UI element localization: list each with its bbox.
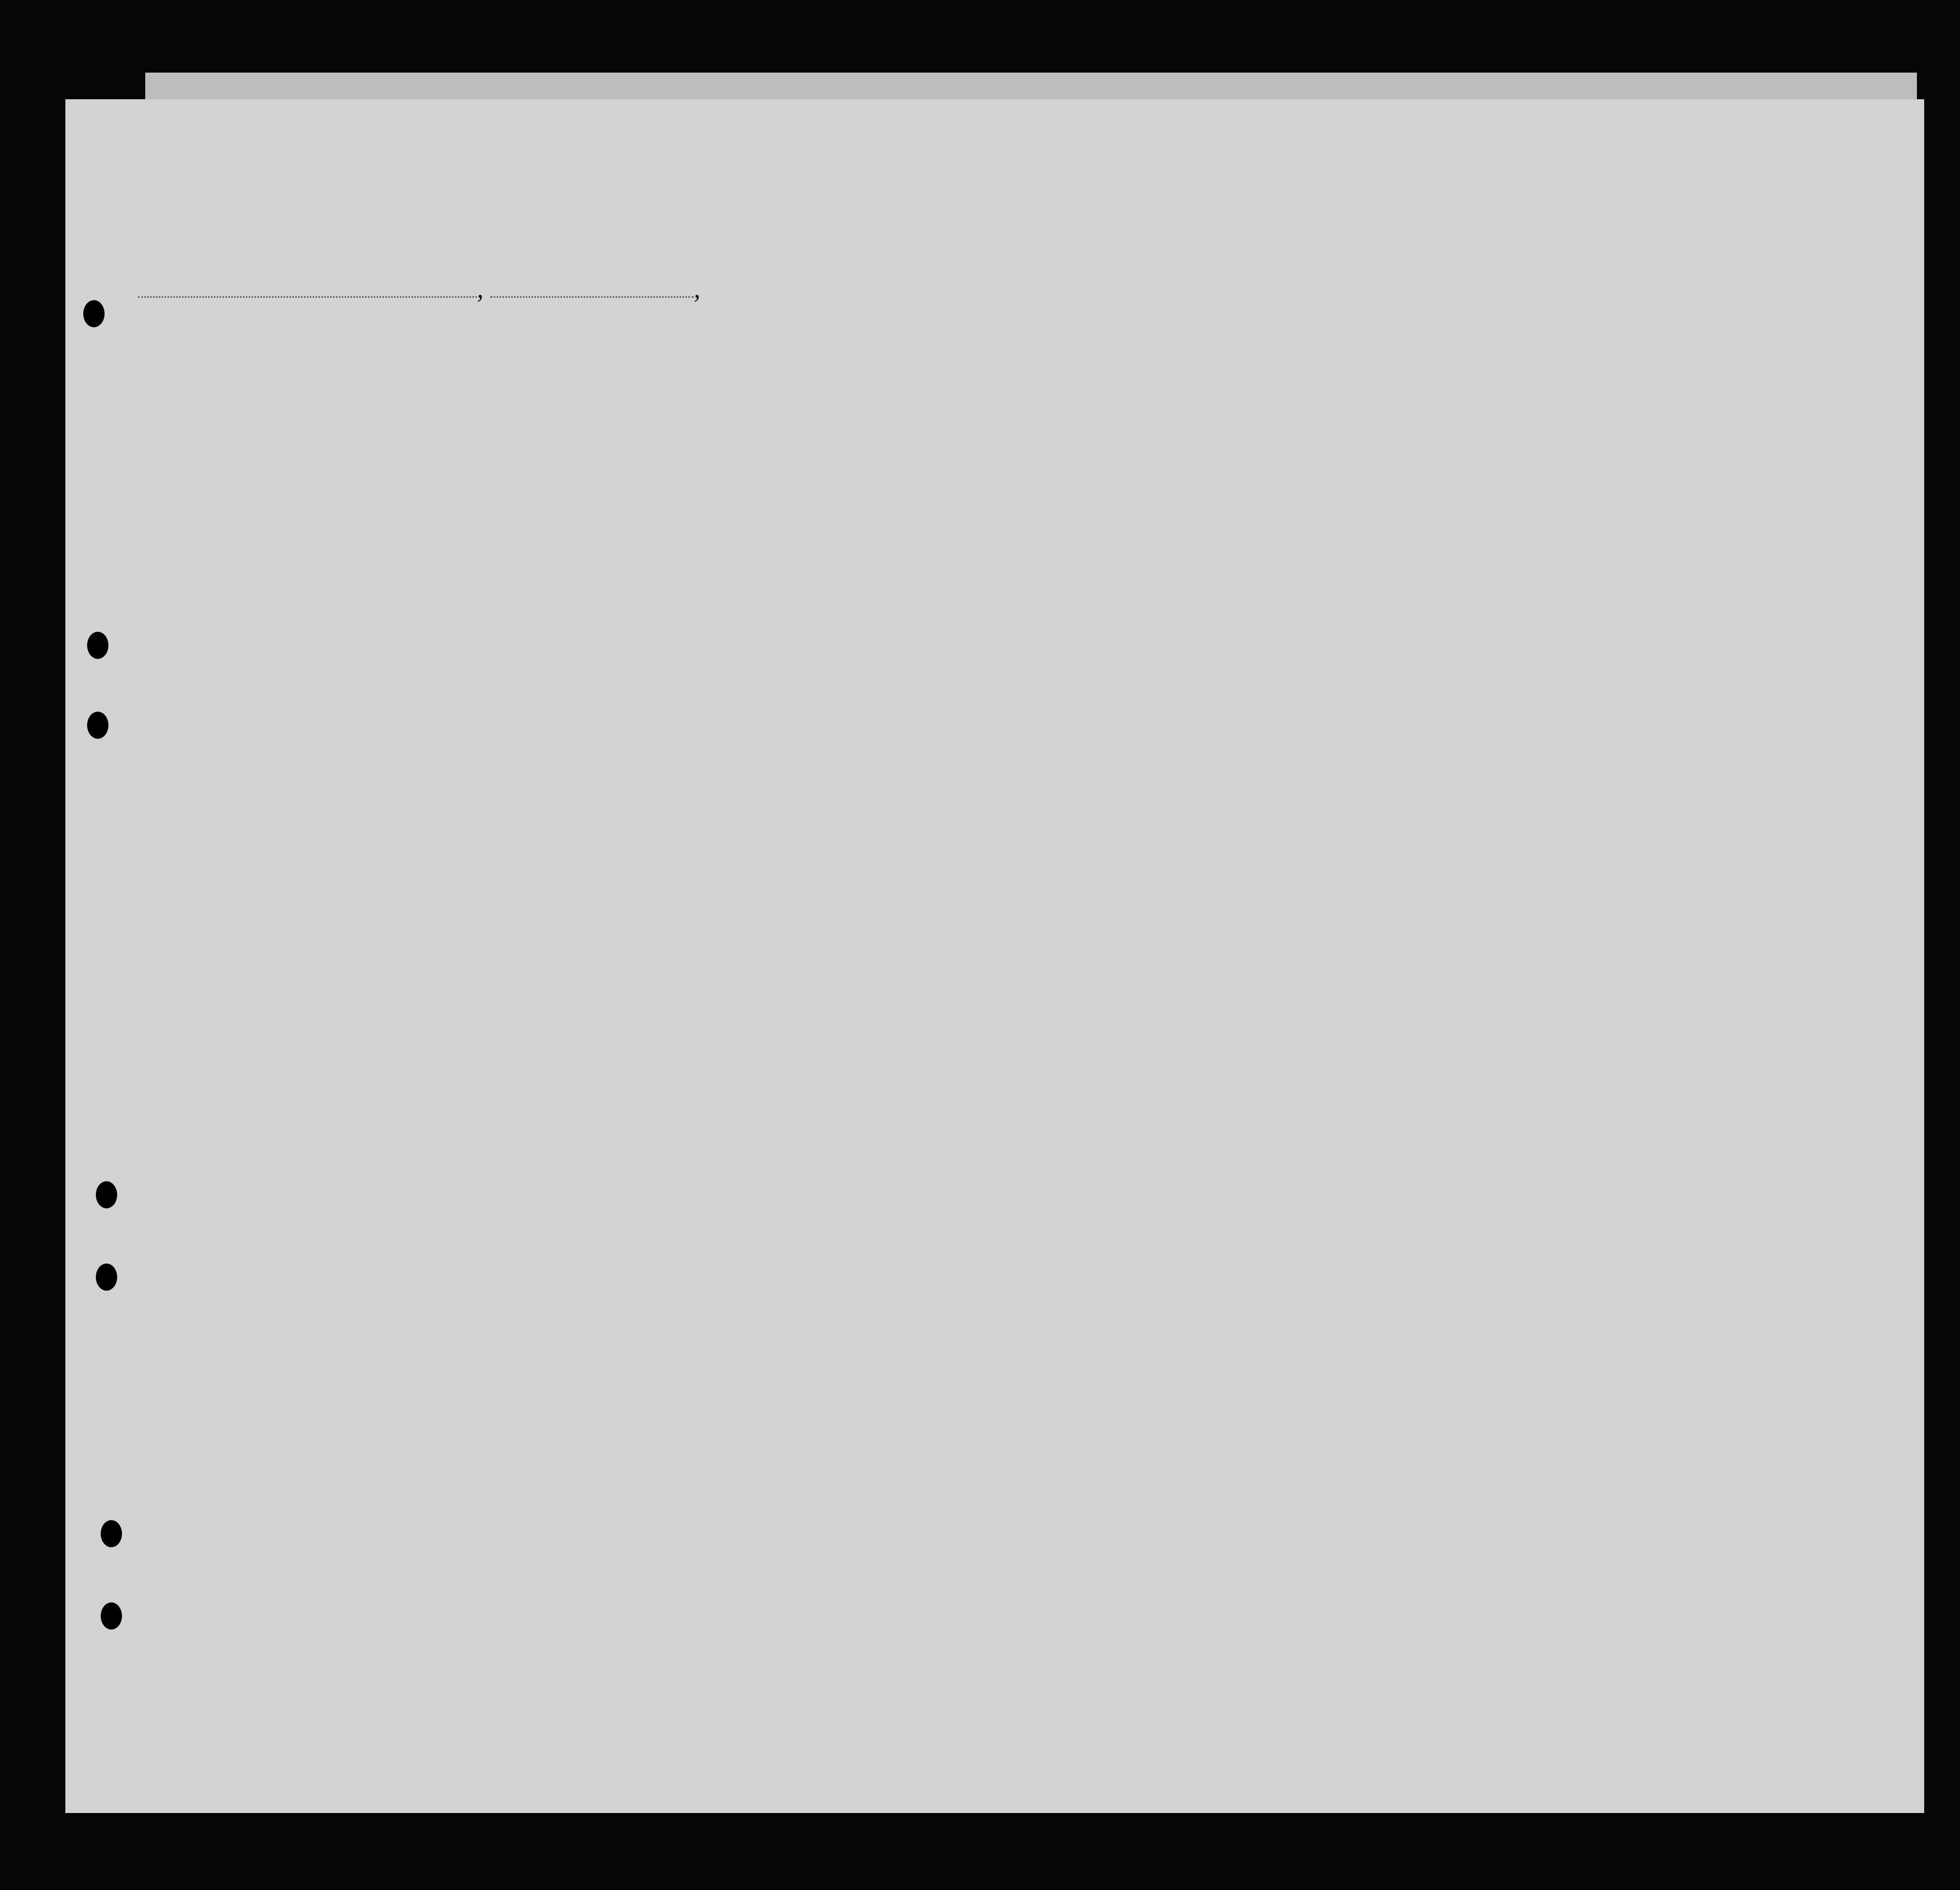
binder-hole bbox=[101, 1602, 122, 1630]
hdr-arrested bbox=[1403, 370, 1425, 579]
hdr-purpose-c bbox=[1190, 390, 1218, 579]
hdr-purpose-b bbox=[1160, 390, 1188, 579]
binder-hole bbox=[96, 1264, 117, 1291]
hdr-polygamist bbox=[1256, 370, 1278, 579]
arriving-line: , , bbox=[138, 274, 700, 305]
binder-hole bbox=[96, 1181, 117, 1208]
hdr-excluded bbox=[1381, 370, 1403, 579]
hdr-possession-50 bbox=[712, 368, 741, 581]
hdr-overthrow bbox=[1305, 370, 1346, 579]
hdr-ticket bbox=[591, 368, 624, 581]
manifest-grid bbox=[65, 99, 1924, 1813]
hdr-purpose-a bbox=[1130, 390, 1158, 579]
hdr-feet bbox=[1544, 457, 1566, 554]
hdr-offer bbox=[1351, 370, 1380, 579]
binder-hole bbox=[83, 300, 105, 327]
binder-hole bbox=[101, 1520, 122, 1547]
binder-hole bbox=[87, 632, 108, 659]
binder-hole bbox=[87, 712, 108, 739]
hdr-inches bbox=[1566, 457, 1588, 554]
manifest-sheet bbox=[65, 99, 1924, 1813]
hdr-anarchist bbox=[1278, 370, 1300, 579]
hdr-prison bbox=[1222, 370, 1254, 579]
